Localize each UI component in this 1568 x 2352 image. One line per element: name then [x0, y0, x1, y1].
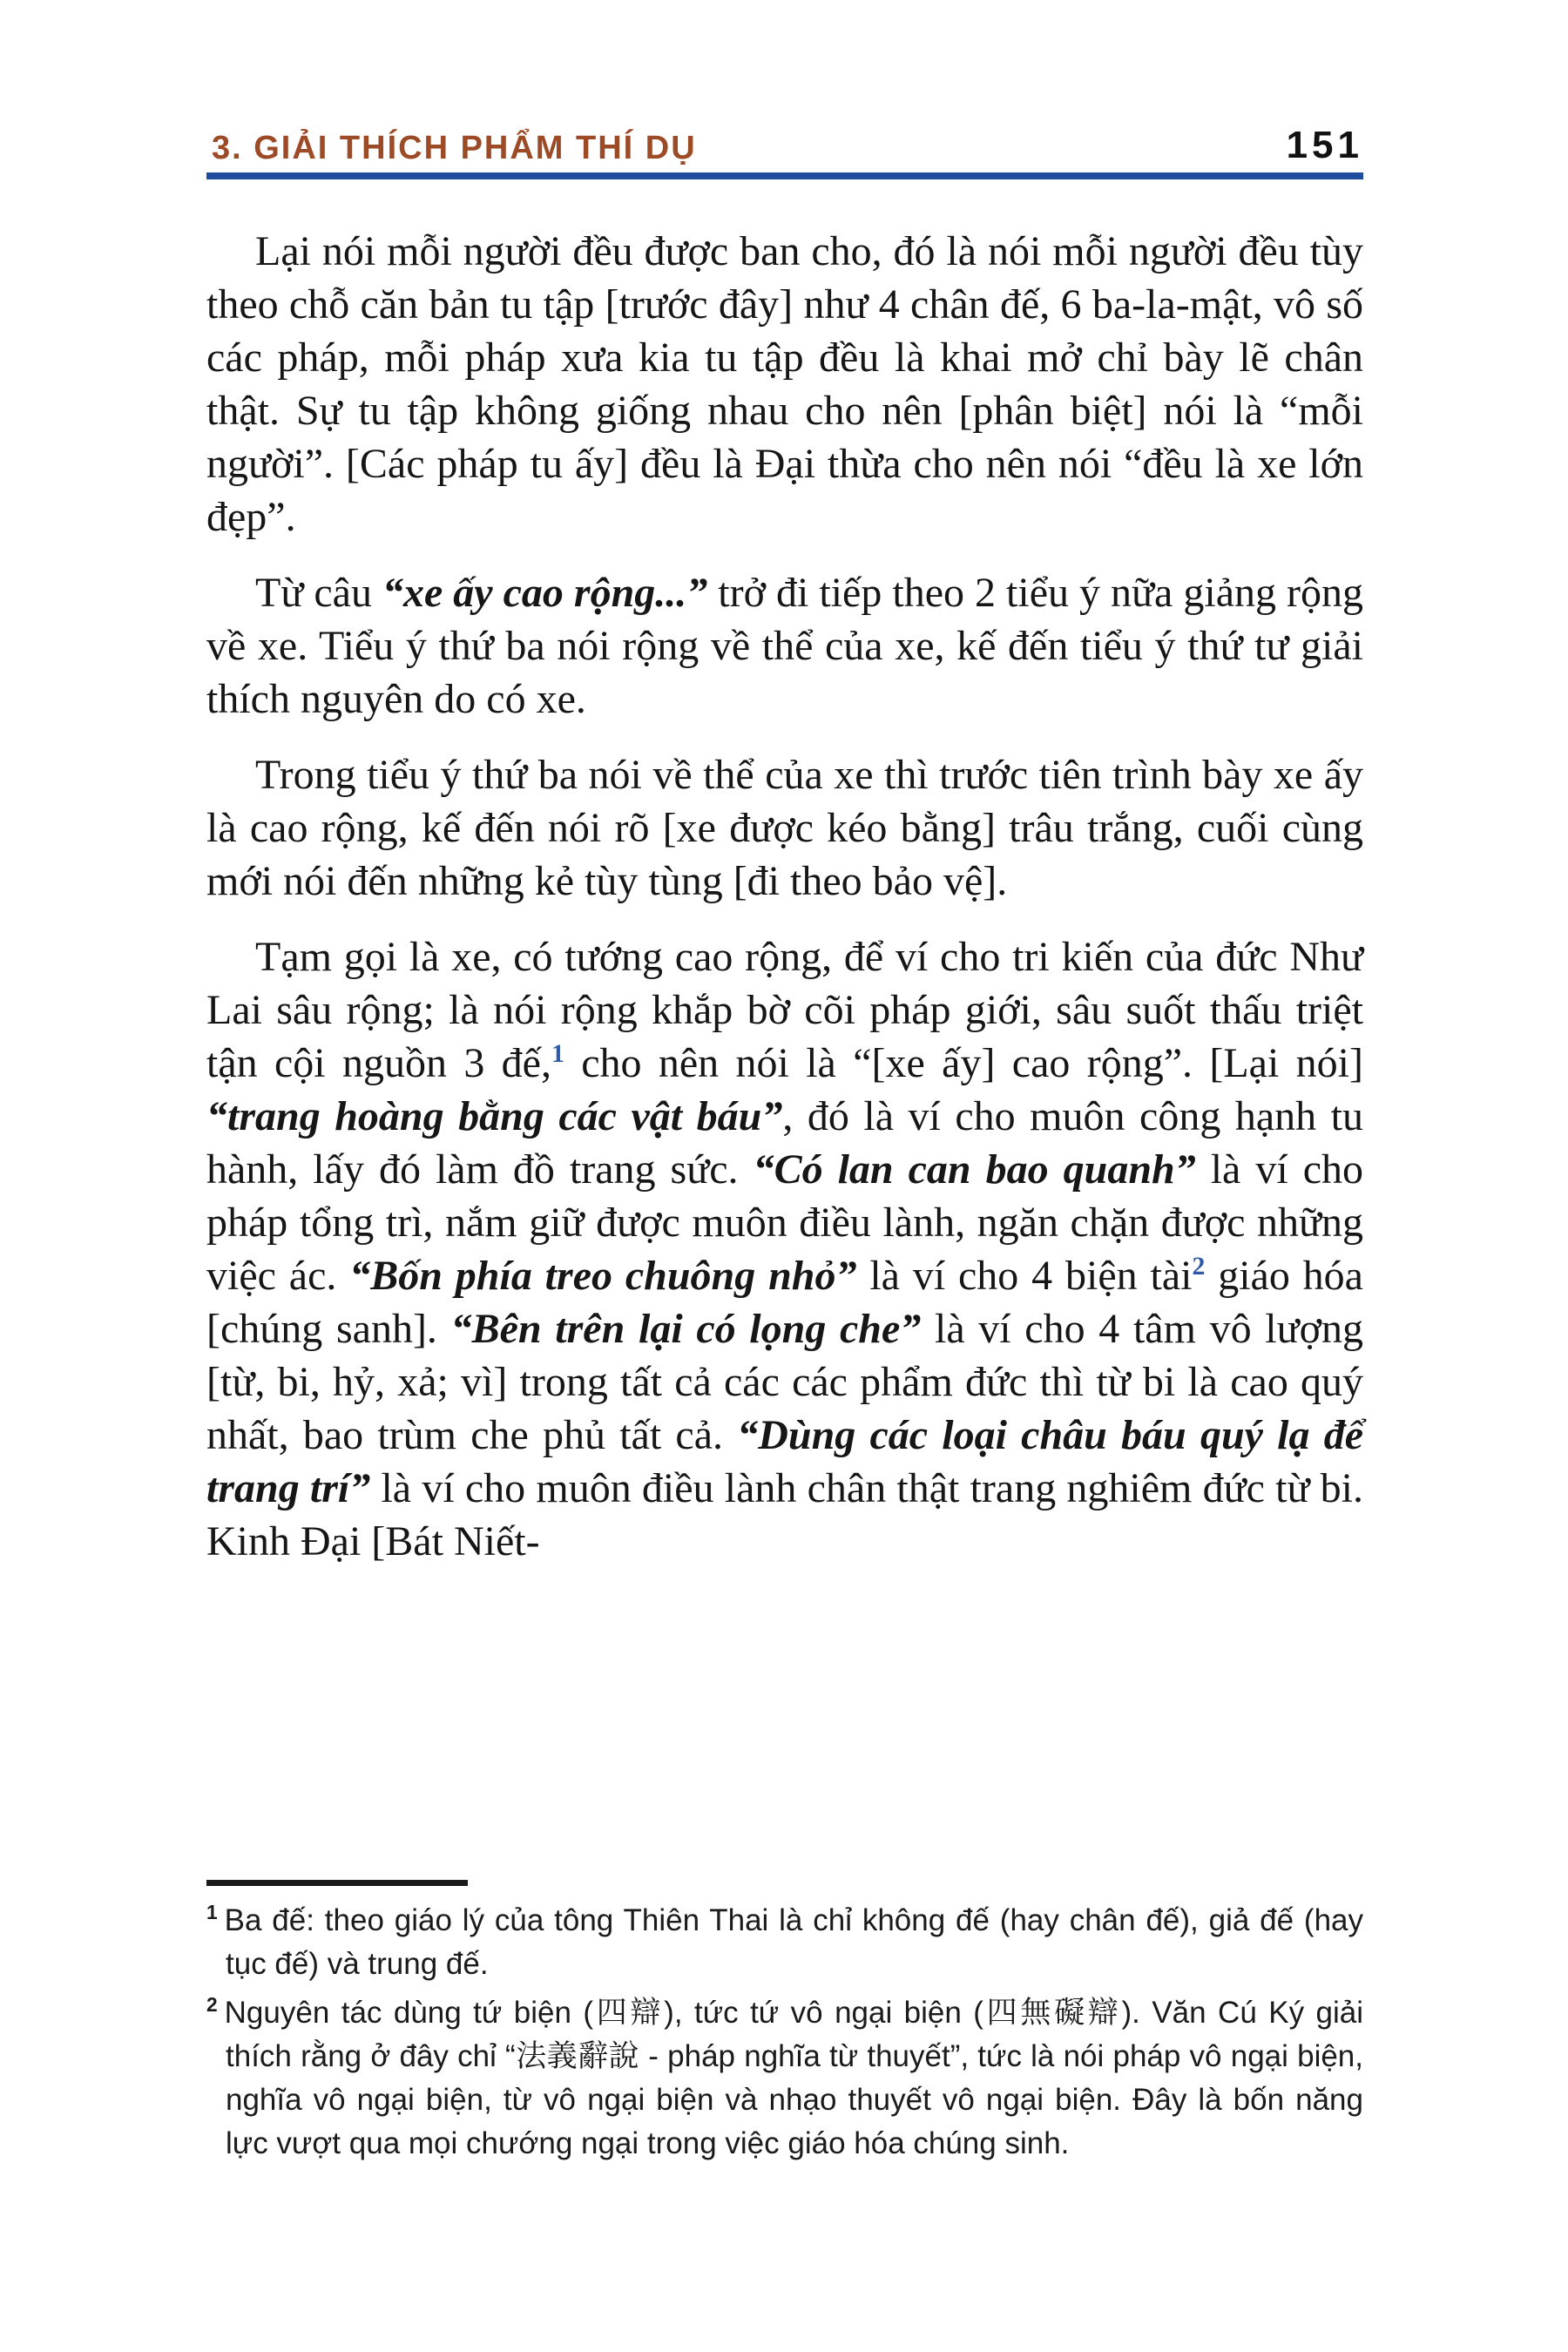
text-run: là ví cho muôn điều lành chân thật trang nghiêm đức từ bi. Kinh Đại [Bát Niết-	[206, 1465, 1363, 1565]
body-paragraph-1	[206, 225, 1363, 544]
footnote-1	[206, 1899, 1363, 1986]
sutra-quote: “trang hoàng bằng các vật báu”	[206, 1093, 783, 1139]
footnote-text-1: Ba đế: theo giáo lý của tông Thiên Thai là chỉ không đế (hay chân đế), giả đế (hay tục đế) và trung đế.	[224, 1903, 1363, 1981]
text-run: trở đi tiếp theo 2 tiểu ý nữa giảng rộng về xe. Tiểu ý thứ ba nói rộng về thể của xe, kế đến tiểu ý thứ tư giải thích nguyên do có xe.	[206, 570, 1363, 722]
text-run: là ví cho 4 tâm vô lượng [từ, bi, hỷ, xả; vì] trong tất cả các các phẩm đức thì từ bi là cao quý nhất, bao trùm che phủ tất cả.	[206, 1306, 1364, 1458]
text-run: Tạm gọi là xe, có tướng cao rộng, để ví cho tri kiến của đức Như Lai sâu rộng; là nói rộng khắp bờ cõi pháp giới, sâu suốt thấu triệt tận cội nguồn 3 đế,	[206, 934, 1363, 1086]
text-run: là ví cho 4 biện tài	[856, 1253, 1193, 1299]
footnotes	[206, 1899, 1363, 2171]
body-paragraph-2	[206, 566, 1363, 726]
text-run: Lại nói mỗi người đều được ban cho, đó là nói mỗi người đều tùy theo chỗ căn bản tu tập [trước đây] như 4 chân đế, 6 ba-la-mật, vô số các pháp, mỗi pháp xưa kia tu tập đều là khai mở chỉ bày lẽ chân thật. Sự tu tập không giống nhau cho nên [phân biệt] nói là “mỗi người”. [Các pháp tu ấy] đều là Đại thừa cho nên nói “đều là xe lớn đẹp”.	[206, 228, 1363, 540]
text-run: , đó là ví cho muôn công hạnh tu hành, lấy đó làm đồ trang sức.	[206, 1093, 1364, 1193]
body-text	[206, 225, 1363, 1591]
text-run: Trong tiểu ý thứ ba nói về thể của xe thì trước tiên trình bày xe ấy là cao rộng, kế đến nói rõ [xe được kéo bằng] trâu trắng, cuối cùng mới nói đến những kẻ tùy tùng [đi theo bảo vệ].	[206, 752, 1363, 904]
text-run: giáo hóa [chúng sanh].	[206, 1253, 1363, 1352]
footnote-marker-1: 1	[206, 1901, 218, 1924]
header-rule	[206, 172, 1363, 179]
body-paragraph-3	[206, 748, 1363, 908]
footnote-ref-2: 2	[1192, 1252, 1206, 1281]
sutra-quote: “xe ấy cao rộng...”	[382, 570, 708, 616]
chapter-title: 3. GIẢI THÍCH PHẨM THÍ DỤ	[212, 130, 697, 166]
footnote-marker-2: 2	[206, 1993, 218, 2017]
text-run: Từ câu	[255, 570, 382, 616]
body-paragraph-4	[206, 930, 1363, 1568]
footnote-separator	[206, 1880, 468, 1886]
sutra-quote: “Bốn phía treo chuông nhỏ”	[349, 1253, 857, 1299]
running-header	[206, 124, 1363, 167]
text-run: cho nên nói là “[xe ấy] cao rộng”. [Lại nói]	[564, 1040, 1363, 1086]
sutra-quote: “Có lan can bao quanh”	[753, 1146, 1196, 1193]
sutra-quote: “Bên trên lại có lọng che”	[450, 1306, 922, 1352]
footnote-text-2: Nguyên tác dùng tứ biện (四辯), tức tứ vô ngại biện (四無礙辯). Văn Cú Ký giải thích rằng ở đây chỉ “法義辭說 - pháp nghĩa từ thuyết”, tức là nói pháp vô ngại biện, nghĩa vô ngại biện, từ vô ngại biện và nhạo thuyết vô ngại biện. Đây là bốn năng lực vượt qua mọi chướng ngại trong việc giáo hóa chúng sinh.	[224, 1996, 1363, 2160]
text-run: là ví cho pháp tổng trì, nắm giữ được muôn điều lành, ngăn chặn được những việc ác.	[206, 1146, 1364, 1299]
footnote-2	[206, 1991, 1363, 2166]
sutra-quote: “Dùng các loại châu báu quý lạ để trang trí”	[206, 1412, 1364, 1511]
footnote-ref-1: 1	[551, 1039, 564, 1068]
page-number: 151	[1286, 124, 1363, 166]
